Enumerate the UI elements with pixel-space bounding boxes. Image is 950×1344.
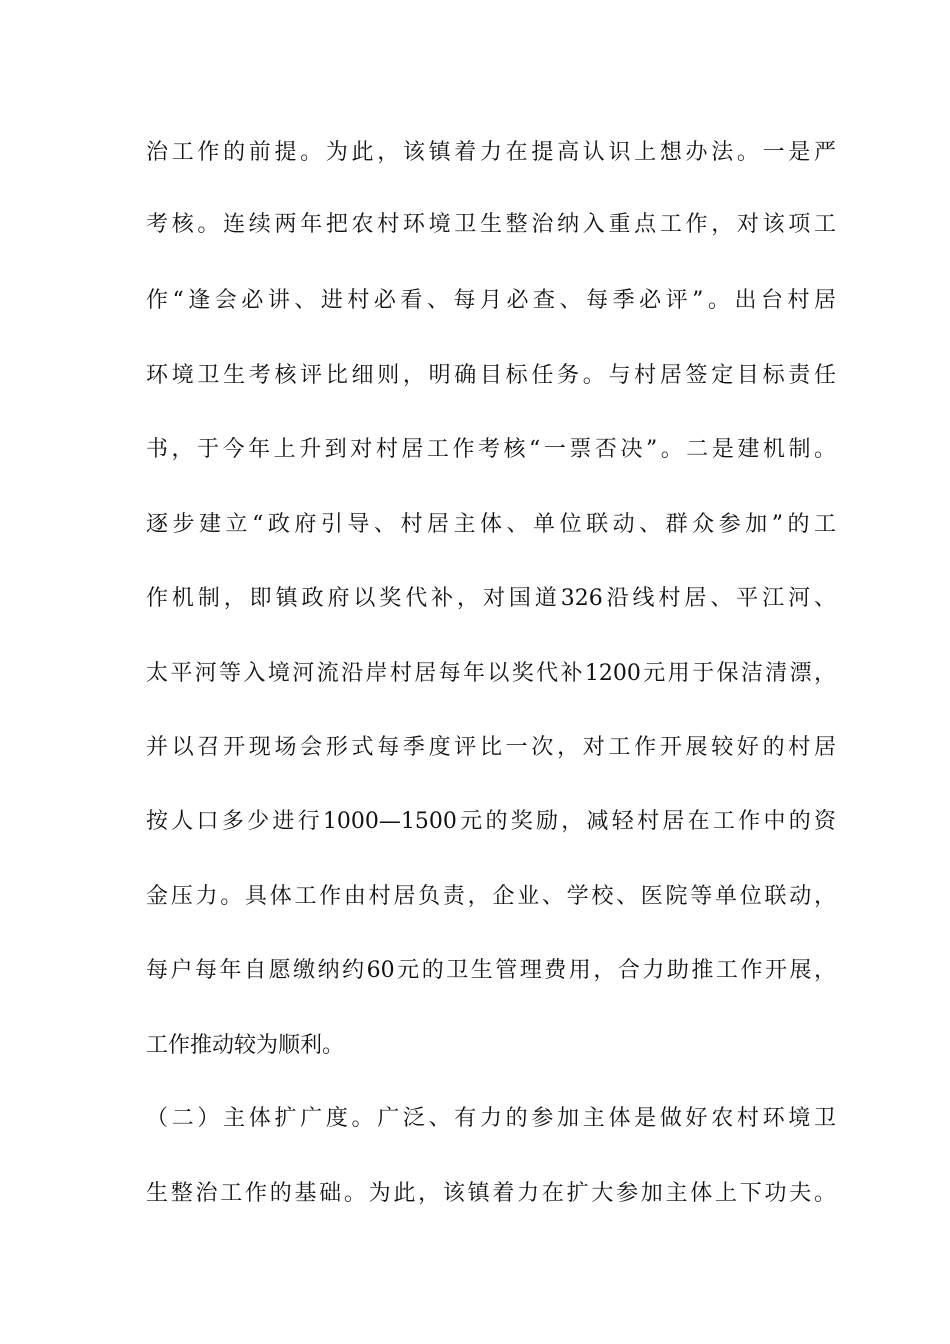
text-line: 作机制，即镇政府以奖代补，对国道326沿线村居、平江河、 [146,586,836,611]
text-line: 考核。连续两年把农村环境卫生整治纳入重点工作，对该项工 [146,212,836,237]
text-line: 书，于今年上升到对村居工作考核“一票否决”。二是建机制。 [146,437,836,462]
text-line: 作“逢会必讲、进村必看、每月必查、每季必评”。出台村居 [146,288,836,313]
text-line: 按人口多少进行1000—1500元的奖励，减轻村居在工作中的资 [146,809,836,834]
text-line: 金压力。具体工作由村居负责，企业、学校、医院等单位联动， [146,884,836,909]
text-line: 治工作的前提。为此，该镇着力在提高认识上想办法。一是严 [146,140,836,165]
text-line: 生整治工作的基础。为此，该镇着力在扩大参加主体上下功夫。 [146,1181,836,1206]
text-line: 逐步建立“政府引导、村居主体、单位联动、群众参加”的工 [146,512,836,537]
text-line: 太平河等入境河流沿岸村居每年以奖代补1200元用于保洁清漂， [146,661,836,686]
text-line: 工作推动较为顺利。 [146,1033,345,1058]
text-line: 并以召开现场会形式每季度评比一次，对工作开展较好的村居 [146,735,836,760]
text-line: 环境卫生考核评比细则，明确目标任务。与村居签定目标责任 [146,363,836,388]
text-line: 每户每年自愿缴纳约60元的卫生管理费用，合力助推工作开展， [146,958,836,983]
section-heading-line: （二）主体扩广度。广泛、有力的参加主体是做好农村环境卫 [146,1106,836,1131]
